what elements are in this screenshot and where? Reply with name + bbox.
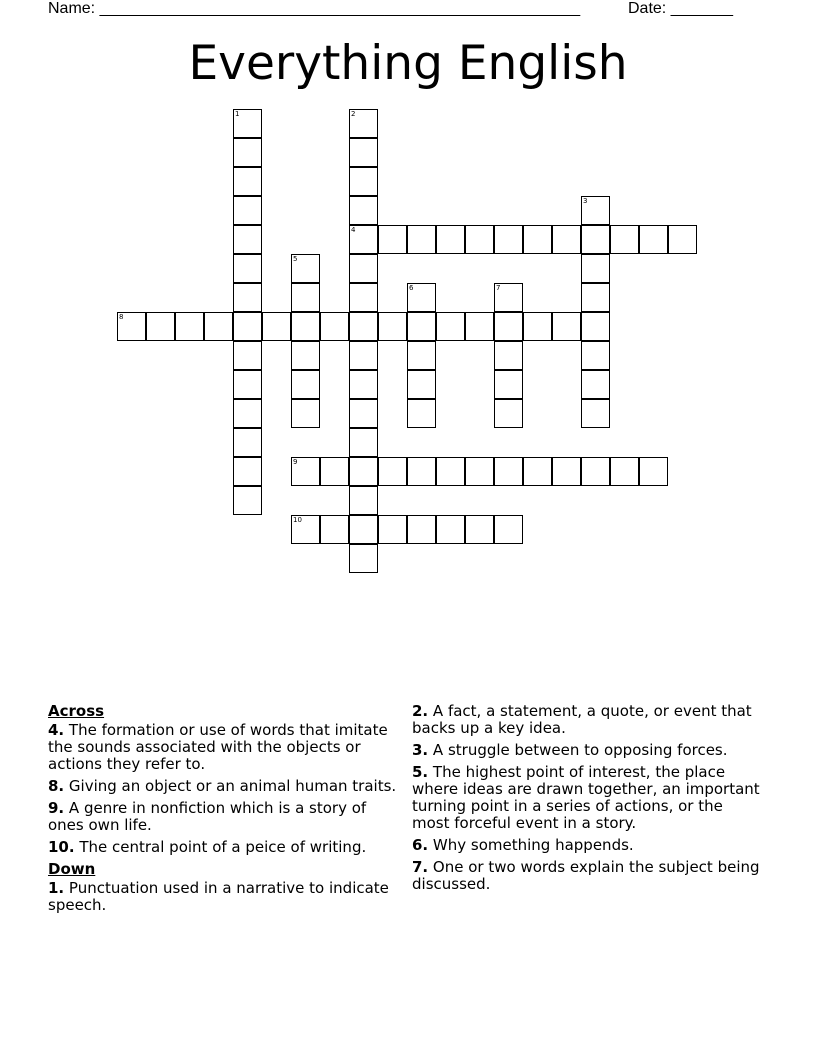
crossword-cell[interactable] bbox=[378, 225, 407, 254]
crossword-cell[interactable] bbox=[523, 225, 552, 254]
crossword-cell[interactable] bbox=[291, 457, 320, 486]
cell-number: 10 bbox=[293, 516, 302, 524]
crossword-cell[interactable] bbox=[494, 399, 523, 428]
clue-across bbox=[48, 800, 400, 834]
crossword-cell[interactable] bbox=[233, 312, 262, 341]
crossword-cell[interactable] bbox=[407, 370, 436, 399]
page-title: Everything English bbox=[188, 36, 628, 91]
name-field[interactable]: Name: ______________________________________________________ bbox=[48, 0, 581, 17]
crossword-cell[interactable] bbox=[349, 341, 378, 370]
crossword-cell[interactable] bbox=[581, 254, 610, 283]
clue-across bbox=[48, 839, 400, 856]
crossword-cell[interactable] bbox=[494, 225, 523, 254]
crossword-cell[interactable] bbox=[465, 225, 494, 254]
crossword-cell[interactable] bbox=[639, 225, 668, 254]
crossword-cell[interactable] bbox=[378, 457, 407, 486]
crossword-cell[interactable] bbox=[523, 312, 552, 341]
crossword-cell[interactable] bbox=[320, 515, 349, 544]
clue-number: 5. bbox=[412, 763, 429, 781]
crossword-cell[interactable] bbox=[175, 312, 204, 341]
clue-text: A struggle between to opposing forces. bbox=[432, 741, 728, 759]
clue-down bbox=[412, 859, 764, 893]
crossword-cell[interactable] bbox=[465, 457, 494, 486]
crossword-cell[interactable] bbox=[581, 225, 610, 254]
clue-text: The formation or use of words that imitate the sounds associated with the objects or actions they refer to. bbox=[48, 721, 388, 773]
date-field[interactable]: Date: _______ bbox=[628, 0, 733, 17]
cell-number: 4 bbox=[351, 226, 356, 234]
crossword-cell[interactable] bbox=[610, 225, 639, 254]
crossword-cell[interactable] bbox=[552, 457, 581, 486]
crossword-cell[interactable] bbox=[349, 167, 378, 196]
crossword-cell[interactable] bbox=[233, 457, 262, 486]
crossword-cell[interactable] bbox=[349, 225, 378, 254]
cell-number: 2 bbox=[351, 110, 356, 118]
clue-text: Giving an object or an animal human traits. bbox=[68, 777, 397, 795]
crossword-cell[interactable] bbox=[233, 196, 262, 225]
crossword-cell[interactable] bbox=[436, 515, 465, 544]
clue-number: 10. bbox=[48, 838, 75, 856]
clue-number: 3. bbox=[412, 741, 429, 759]
crossword-cell[interactable] bbox=[465, 515, 494, 544]
crossword-cell[interactable] bbox=[291, 341, 320, 370]
crossword-cell[interactable] bbox=[349, 428, 378, 457]
crossword-cell[interactable] bbox=[233, 486, 262, 515]
crossword-cell[interactable] bbox=[552, 312, 581, 341]
crossword-cell[interactable] bbox=[581, 196, 610, 225]
cell-number: 3 bbox=[583, 197, 588, 205]
crossword-cell[interactable] bbox=[407, 225, 436, 254]
cell-number: 8 bbox=[119, 313, 124, 321]
crossword-cell[interactable] bbox=[581, 399, 610, 428]
crossword-cell[interactable] bbox=[349, 109, 378, 138]
clue-text: The highest point of interest, the place where ideas are drawn together, an important turning point in a series of actions, or the most forceful event in a story. bbox=[412, 763, 760, 832]
crossword-cell[interactable] bbox=[494, 515, 523, 544]
crossword-cell[interactable] bbox=[233, 341, 262, 370]
crossword-cell[interactable] bbox=[233, 167, 262, 196]
crossword-cell[interactable] bbox=[407, 457, 436, 486]
crossword-cell[interactable] bbox=[349, 312, 378, 341]
clue-across bbox=[48, 778, 400, 795]
crossword-cell[interactable] bbox=[262, 312, 291, 341]
clue-text: Why something happends. bbox=[432, 836, 634, 854]
crossword-cell[interactable] bbox=[494, 457, 523, 486]
crossword-cell[interactable] bbox=[117, 312, 146, 341]
clue-text: One or two words explain the subject being discussed. bbox=[412, 858, 760, 893]
crossword-cell[interactable] bbox=[349, 515, 378, 544]
crossword-cell[interactable] bbox=[146, 312, 175, 341]
crossword-cell[interactable] bbox=[407, 312, 436, 341]
crossword-cell[interactable] bbox=[639, 457, 668, 486]
crossword-cell[interactable] bbox=[494, 341, 523, 370]
crossword-cell[interactable] bbox=[233, 138, 262, 167]
crossword-cell[interactable] bbox=[291, 283, 320, 312]
crossword-cell[interactable] bbox=[291, 312, 320, 341]
cell-number: 1 bbox=[235, 110, 240, 118]
crossword-cell[interactable] bbox=[349, 399, 378, 428]
cell-number: 9 bbox=[293, 458, 298, 466]
clue-number: 2. bbox=[412, 702, 429, 720]
crossword-cell[interactable] bbox=[233, 399, 262, 428]
crossword-cell[interactable] bbox=[581, 341, 610, 370]
crossword-cell[interactable] bbox=[465, 312, 494, 341]
clues-right-column bbox=[412, 703, 764, 898]
crossword-cell[interactable] bbox=[581, 370, 610, 399]
crossword-cell[interactable] bbox=[378, 312, 407, 341]
crossword-cell[interactable] bbox=[204, 312, 233, 341]
crossword-cell[interactable] bbox=[349, 544, 378, 573]
clue-number: 6. bbox=[412, 836, 429, 854]
crossword-cell[interactable] bbox=[233, 428, 262, 457]
crossword-cell[interactable] bbox=[233, 254, 262, 283]
crossword-cell[interactable] bbox=[233, 283, 262, 312]
across-clue-list bbox=[48, 722, 400, 856]
clue-down bbox=[48, 880, 400, 914]
crossword-cell[interactable] bbox=[436, 312, 465, 341]
crossword-cell[interactable] bbox=[581, 283, 610, 312]
crossword-cell[interactable] bbox=[291, 515, 320, 544]
crossword-cell[interactable] bbox=[291, 399, 320, 428]
crossword-cell[interactable] bbox=[494, 370, 523, 399]
crossword-cell[interactable] bbox=[407, 399, 436, 428]
crossword-cell[interactable] bbox=[233, 225, 262, 254]
crossword-cell[interactable] bbox=[349, 138, 378, 167]
crossword-cell[interactable] bbox=[320, 312, 349, 341]
cell-number: 7 bbox=[496, 284, 501, 292]
clue-text: The central point of a peice of writing. bbox=[79, 838, 367, 856]
crossword-cell[interactable] bbox=[349, 196, 378, 225]
cell-number: 5 bbox=[293, 255, 298, 263]
down-clue-list bbox=[48, 880, 400, 914]
crossword-cell[interactable] bbox=[349, 486, 378, 515]
clue-down bbox=[412, 742, 764, 759]
crossword-cell[interactable] bbox=[436, 457, 465, 486]
crossword-cell[interactable] bbox=[436, 225, 465, 254]
clue-number: 1. bbox=[48, 879, 65, 897]
clue-number: 7. bbox=[412, 858, 429, 876]
across-heading: Across bbox=[48, 702, 105, 720]
crossword-cell[interactable] bbox=[349, 283, 378, 312]
clue-across bbox=[48, 722, 400, 773]
crossword-cell[interactable] bbox=[407, 341, 436, 370]
crossword-cell[interactable] bbox=[668, 225, 697, 254]
crossword-cell[interactable] bbox=[349, 457, 378, 486]
crossword-cell[interactable] bbox=[233, 109, 262, 138]
crossword-cell[interactable] bbox=[407, 283, 436, 312]
clue-down bbox=[412, 837, 764, 854]
down-clue-list-continued bbox=[412, 703, 764, 893]
crossword-cell[interactable] bbox=[581, 312, 610, 341]
clue-number: 8. bbox=[48, 777, 65, 795]
crossword-cell[interactable] bbox=[610, 457, 639, 486]
crossword-cell[interactable] bbox=[233, 370, 262, 399]
crossword-cell[interactable] bbox=[552, 225, 581, 254]
crossword-cell[interactable] bbox=[349, 370, 378, 399]
crossword-cell[interactable] bbox=[581, 457, 610, 486]
clue-number: 4. bbox=[48, 721, 65, 739]
crossword-cell[interactable] bbox=[349, 254, 378, 283]
clue-down bbox=[412, 764, 764, 832]
crossword-cell[interactable] bbox=[320, 457, 349, 486]
clue-down bbox=[412, 703, 764, 737]
clue-number: 9. bbox=[48, 799, 65, 817]
crossword-cell[interactable] bbox=[494, 283, 523, 312]
crossword-cell[interactable] bbox=[378, 515, 407, 544]
down-heading: Down bbox=[48, 860, 96, 878]
clues-left-column bbox=[48, 703, 400, 919]
crossword-cell[interactable] bbox=[291, 254, 320, 283]
clue-text: A genre in nonfiction which is a story of ones own life. bbox=[48, 799, 367, 834]
crossword-cell[interactable] bbox=[523, 457, 552, 486]
cell-number: 6 bbox=[409, 284, 414, 292]
crossword-cell[interactable] bbox=[407, 515, 436, 544]
clue-text: Punctuation used in a narrative to indicate speech. bbox=[48, 879, 389, 914]
crossword-cell[interactable] bbox=[291, 370, 320, 399]
crossword-cell[interactable] bbox=[494, 312, 523, 341]
clue-text: A fact, a statement, a quote, or event that backs up a key idea. bbox=[412, 702, 752, 737]
